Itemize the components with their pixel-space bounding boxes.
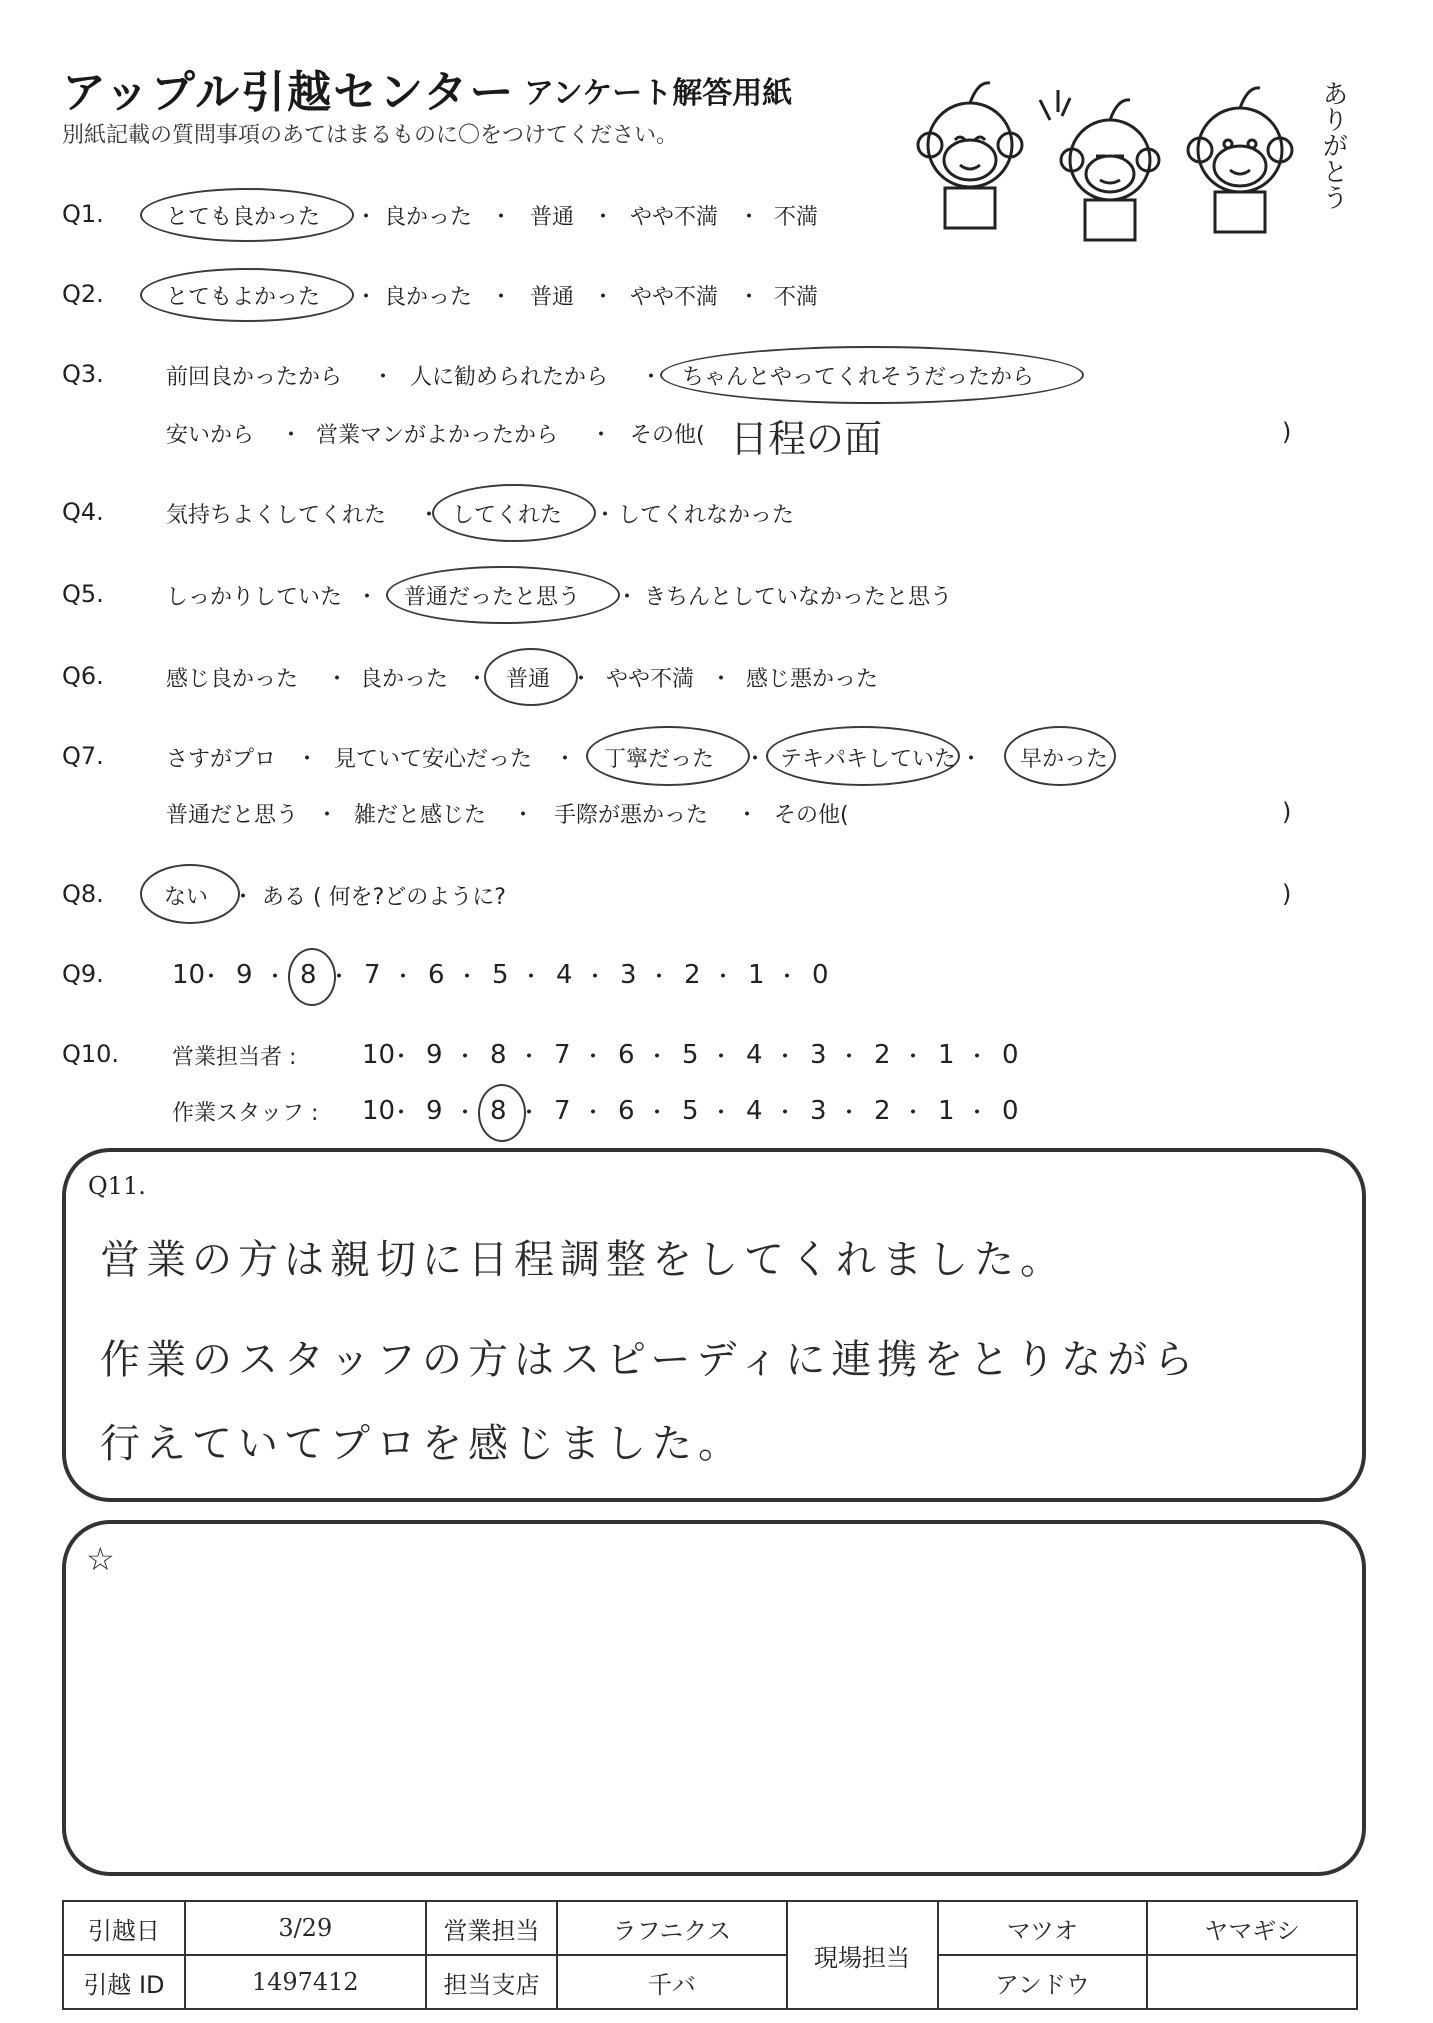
q10-sales-value[interactable]: 8 bbox=[490, 1040, 507, 1070]
q10-staff-value[interactable]: 10 bbox=[362, 1096, 396, 1126]
q2-option[interactable]: 良かった bbox=[384, 285, 473, 310]
q6-option[interactable]: 良かった bbox=[360, 667, 449, 692]
q7-option-other[interactable]: その他( bbox=[774, 803, 849, 828]
q3-option[interactable]: 安いから bbox=[166, 423, 255, 448]
q6-option[interactable]: やや不満 bbox=[606, 667, 695, 692]
q10-staff-value[interactable]: 0 bbox=[1002, 1096, 1019, 1126]
q10-sales-label: 営業担当者 : bbox=[172, 1045, 297, 1070]
q7-close-paren: ) bbox=[1282, 798, 1292, 826]
q6-option[interactable]: 普通 bbox=[506, 667, 551, 692]
q9-value[interactable]: 3 bbox=[620, 960, 637, 990]
q10-staff-separator: ・ bbox=[582, 1101, 605, 1126]
q10-sales-separator: ・ bbox=[646, 1045, 669, 1070]
q10-sales-separator: ・ bbox=[454, 1045, 477, 1070]
q1-option[interactable]: やや不満 bbox=[630, 205, 719, 230]
q11-comment-line: 行えていてプロを感じました。 bbox=[100, 1421, 744, 1467]
move-id-label: 引越 ID bbox=[63, 1955, 185, 2009]
q9-value[interactable]: 0 bbox=[812, 960, 829, 990]
q10-sales-value[interactable]: 6 bbox=[618, 1040, 635, 1070]
q4-label: Q4. bbox=[62, 498, 104, 526]
q10-staff-separator: ・ bbox=[966, 1101, 989, 1126]
q3-option[interactable]: 人に勧められたから bbox=[410, 365, 609, 390]
q3-label: Q3. bbox=[62, 360, 104, 388]
q7-option[interactable]: 手際が悪かった bbox=[554, 803, 709, 828]
q3-option-other[interactable]: その他( bbox=[630, 423, 705, 448]
instruction-text: 別紙記載の質問事項のあてはまるものに〇をつけてください。 bbox=[62, 123, 679, 148]
q10-sales-value[interactable]: 3 bbox=[810, 1040, 827, 1070]
sheet-title: アンケート解答用紙 bbox=[524, 76, 793, 111]
site-staff-name: マツオ bbox=[938, 1901, 1148, 1955]
q10-sales-separator: ・ bbox=[518, 1045, 541, 1070]
q9-value[interactable]: 8 bbox=[300, 960, 317, 990]
q10-staff-value[interactable]: 7 bbox=[554, 1096, 571, 1126]
q9-value[interactable]: 7 bbox=[364, 960, 381, 990]
q10-sales-value[interactable]: 2 bbox=[874, 1040, 891, 1070]
q5-option[interactable]: 普通だったと思う bbox=[404, 585, 581, 610]
q10-staff-separator: ・ bbox=[390, 1101, 413, 1126]
q6-label: Q6. bbox=[62, 662, 104, 690]
branch-name: 千バ bbox=[557, 1955, 786, 2009]
q10-sales-separator: ・ bbox=[838, 1045, 861, 1070]
q10-sales-value[interactable]: 5 bbox=[682, 1040, 699, 1070]
q11-label: Q11. bbox=[88, 1172, 146, 1200]
q8-option[interactable]: ない bbox=[164, 885, 209, 910]
q10-sales-separator: ・ bbox=[390, 1045, 413, 1070]
q10-staff-separator: ・ bbox=[838, 1101, 861, 1126]
extra-comment-box[interactable] bbox=[62, 1520, 1366, 1876]
q9-separator: ・ bbox=[584, 965, 607, 990]
q10-sales-separator: ・ bbox=[902, 1045, 925, 1070]
q10-staff-separator: ・ bbox=[774, 1101, 797, 1126]
q7-option[interactable]: 見ていて安心だった bbox=[334, 747, 533, 772]
q10-staff-value[interactable]: 5 bbox=[682, 1096, 699, 1126]
q9-separator: ・ bbox=[648, 965, 671, 990]
q1-option[interactable]: 良かった bbox=[384, 205, 473, 230]
q10-staff-value[interactable]: 9 bbox=[426, 1096, 443, 1126]
q11-comment-line: 営業の方は親切に日程調整をしてくれました。 bbox=[100, 1237, 1066, 1283]
move-date-label: 引越日 bbox=[63, 1901, 185, 1955]
q10-sales-separator: ・ bbox=[966, 1045, 989, 1070]
q2-option[interactable]: 不満 bbox=[774, 285, 819, 310]
move-date-value: 3/29 bbox=[185, 1901, 426, 1955]
q9-separator: ・ bbox=[456, 965, 479, 990]
q9-value[interactable]: 10 bbox=[172, 960, 206, 990]
q7-option[interactable]: 丁寧だった bbox=[604, 747, 715, 772]
thanks-text: ありがとう bbox=[1318, 80, 1348, 210]
q10-sales-value[interactable]: 0 bbox=[1002, 1040, 1019, 1070]
q10-staff-value[interactable]: 8 bbox=[490, 1096, 507, 1126]
q8-close-paren: ) bbox=[1282, 880, 1292, 908]
site-staff-name: アンドウ bbox=[938, 1955, 1148, 2009]
q10-sales-value[interactable]: 9 bbox=[426, 1040, 443, 1070]
q9-separator: ・ bbox=[776, 965, 799, 990]
monkey-mascot-icon bbox=[900, 70, 1320, 250]
q4-option[interactable]: してくれなかった bbox=[618, 503, 795, 528]
site-staff-empty bbox=[1147, 1955, 1357, 2009]
q6-option[interactable]: 感じ良かった bbox=[166, 667, 299, 692]
site-staff-name: ヤマギシ bbox=[1147, 1901, 1357, 1955]
move-id-value: 1497412 bbox=[185, 1955, 426, 2009]
q7-option[interactable]: 早かった bbox=[1020, 747, 1109, 772]
q10-sales-separator: ・ bbox=[774, 1045, 797, 1070]
q10-sales-separator: ・ bbox=[582, 1045, 605, 1070]
q10-staff-separator: ・ bbox=[902, 1101, 925, 1126]
q10-staff-value[interactable]: 3 bbox=[810, 1096, 827, 1126]
q3-option[interactable]: ちゃんとやってくれそうだったから bbox=[682, 365, 1035, 390]
q9-separator: ・ bbox=[328, 965, 351, 990]
q4-option[interactable]: 気持ちよくしてくれた bbox=[166, 503, 387, 528]
q2-option[interactable]: 普通 bbox=[530, 285, 575, 310]
sales-name: ラフニクス bbox=[557, 1901, 786, 1955]
q9-label: Q9. bbox=[62, 960, 104, 988]
q9-value[interactable]: 4 bbox=[556, 960, 573, 990]
q4-option[interactable]: してくれた bbox=[452, 503, 563, 528]
q10-sales-value[interactable]: 7 bbox=[554, 1040, 571, 1070]
q10-sales-value[interactable]: 10 bbox=[362, 1040, 396, 1070]
q10-staff-value[interactable]: 2 bbox=[874, 1096, 891, 1126]
q10-staff-separator: ・ bbox=[646, 1101, 669, 1126]
q10-sales-value[interactable]: 1 bbox=[938, 1040, 955, 1070]
q10-staff-value[interactable]: 1 bbox=[938, 1096, 955, 1126]
q7-option[interactable]: 普通だと思う bbox=[166, 803, 299, 828]
q10-label: Q10. bbox=[62, 1040, 120, 1068]
star-icon: ☆ bbox=[86, 1540, 115, 1578]
q9-value[interactable]: 6 bbox=[428, 960, 445, 990]
q9-separator: ・ bbox=[712, 965, 735, 990]
q8-label: Q8. bbox=[62, 880, 104, 908]
q5-option[interactable]: きちんとしていなかったと思う bbox=[644, 585, 953, 610]
q9-value[interactable]: 5 bbox=[492, 960, 509, 990]
q7-option[interactable]: テキパキしていた bbox=[780, 747, 957, 772]
q1-option[interactable]: 不満 bbox=[774, 205, 819, 230]
q9-value[interactable]: 9 bbox=[236, 960, 253, 990]
q3-other-handwritten: 日程の面 bbox=[730, 417, 883, 461]
q8-option[interactable]: ある ( 何を?どのように? bbox=[262, 885, 506, 910]
q9-separator: ・ bbox=[264, 965, 287, 990]
q3-option[interactable]: 前回良かったから bbox=[166, 365, 343, 390]
q9-separator: ・ bbox=[200, 965, 223, 990]
q5-option[interactable]: しっかりしていた bbox=[166, 585, 343, 610]
q11-comment-line: 作業のスタッフの方はスピーディに連携をとりながら bbox=[100, 1337, 1200, 1383]
q2-option[interactable]: とてもよかった bbox=[166, 285, 321, 310]
q10-staff-value[interactable]: 4 bbox=[746, 1096, 763, 1126]
q5-label: Q5. bbox=[62, 580, 104, 608]
q10-staff-separator: ・ bbox=[518, 1101, 541, 1126]
q10-sales-value[interactable]: 4 bbox=[746, 1040, 763, 1070]
q10-staff-value[interactable]: 6 bbox=[618, 1096, 635, 1126]
q1-label: Q1. bbox=[62, 200, 104, 228]
footer-table bbox=[62, 1900, 1358, 2010]
q10-sales-separator: ・ bbox=[710, 1045, 733, 1070]
q9-value[interactable]: 1 bbox=[748, 960, 765, 990]
sales-label: 営業担当 bbox=[426, 1901, 558, 1955]
q3-option[interactable]: 営業マンがよかったから bbox=[316, 423, 559, 448]
q10-staff-separator: ・ bbox=[454, 1101, 477, 1126]
q3-close-paren: ) bbox=[1282, 418, 1292, 446]
q10-staff-label: 作業スタッフ : bbox=[172, 1101, 319, 1126]
q2-option[interactable]: やや不満 bbox=[630, 285, 719, 310]
q1-option[interactable]: とても良かった bbox=[166, 205, 321, 230]
q7-option[interactable]: 雑だと感じた bbox=[354, 803, 487, 828]
q1-option[interactable]: 普通 bbox=[530, 205, 575, 230]
q9-separator: ・ bbox=[520, 965, 543, 990]
branch-label: 担当支店 bbox=[426, 1955, 558, 2009]
q2-label: Q2. bbox=[62, 280, 104, 308]
site-staff-label: 現場担当 bbox=[787, 1901, 938, 2009]
q6-option[interactable]: 感じ悪かった bbox=[746, 667, 879, 692]
q9-separator: ・ bbox=[392, 965, 415, 990]
q10-staff-separator: ・ bbox=[710, 1101, 733, 1126]
q7-option[interactable]: さすがプロ bbox=[166, 747, 277, 772]
q9-value[interactable]: 2 bbox=[684, 960, 701, 990]
brand-title: アップル引越センター bbox=[62, 67, 516, 118]
q7-label: Q7. bbox=[62, 742, 104, 770]
